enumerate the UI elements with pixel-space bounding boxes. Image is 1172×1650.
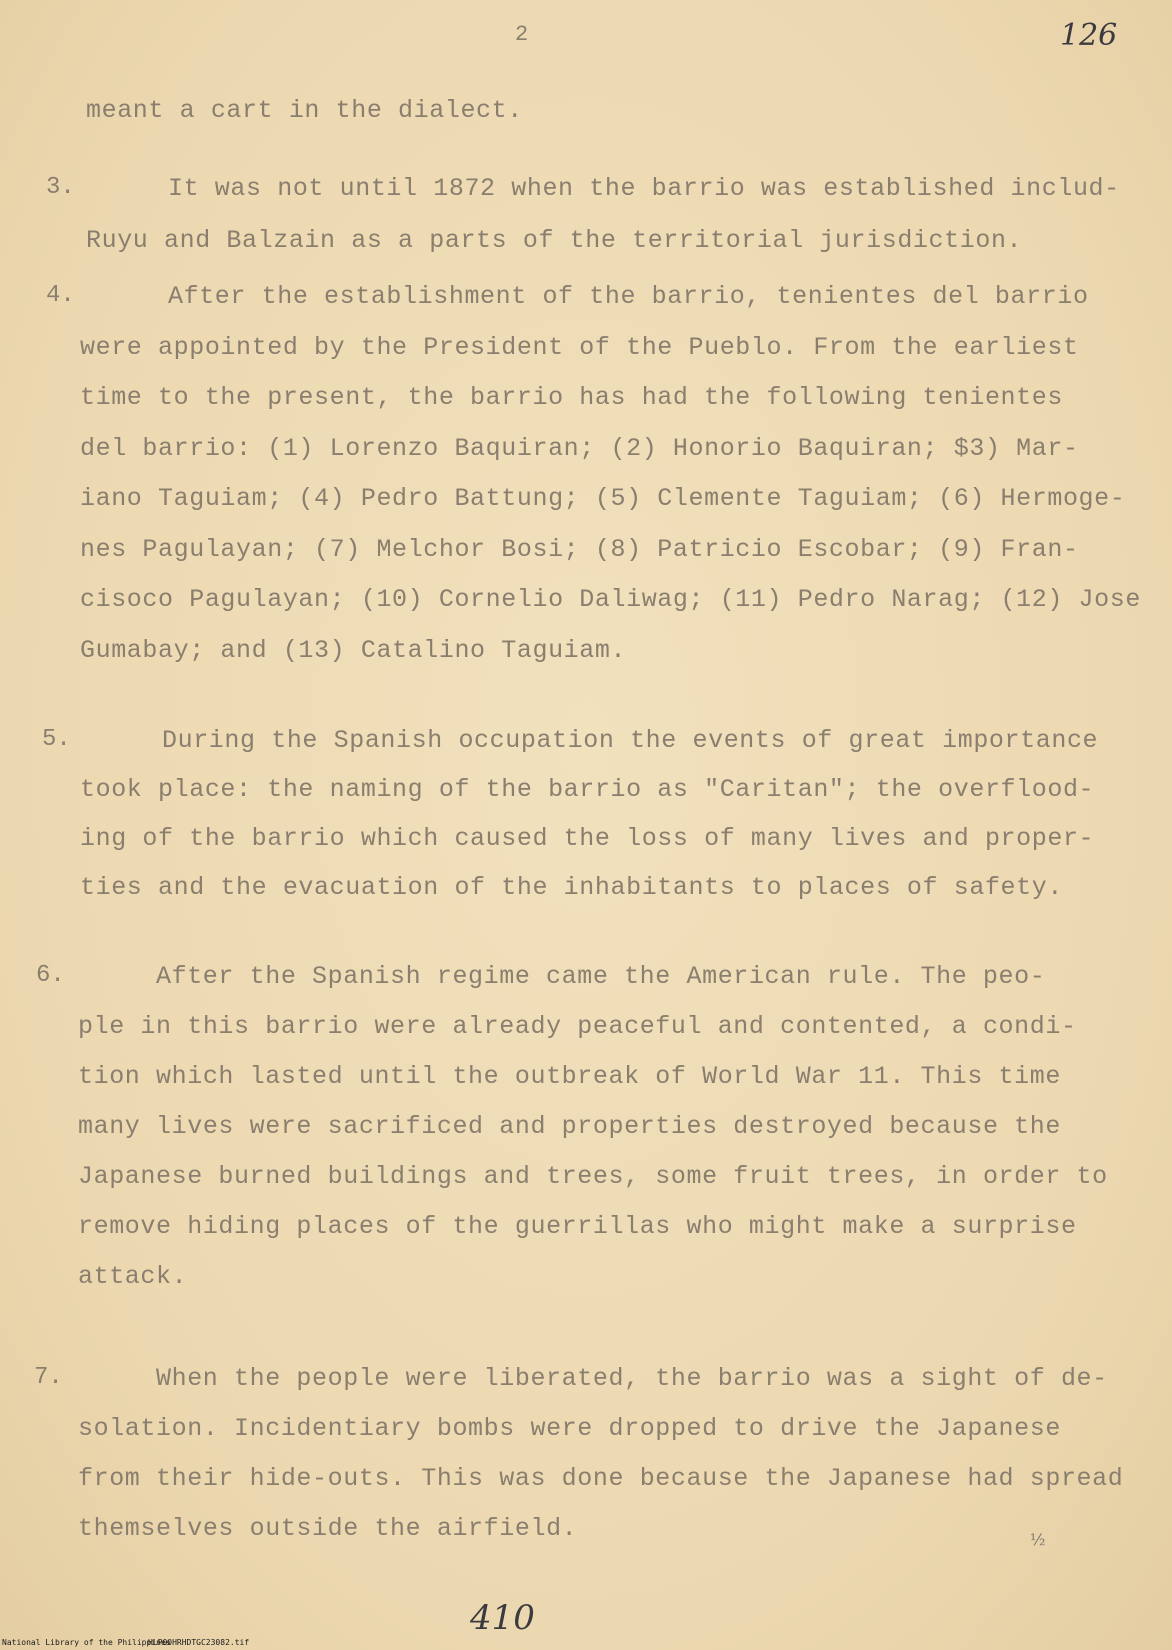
text-line: del barrio: (1) Lorenzo Baquiran; (2) Honorio Baquiran; $3) Mar- [80,433,1079,463]
text-line: ing of the barrio which caused the loss of many lives and proper- [80,824,1095,853]
text-line: Ruyu and Balzain as a parts of the territorial jurisdiction. [86,226,1023,255]
text-line: many lives were sacrificed and properties destroyed because the [78,1112,1061,1141]
text-line: from their hide-outs. This was done because the Japanese had spread [78,1464,1124,1493]
paragraph-number: 5. [42,726,71,753]
text-line: meant a cart in the dialect. [86,96,523,125]
margin-mark: ½ [1030,1530,1046,1549]
paragraph-number: 3. [46,174,75,201]
text-line: Gumabay; and (13) Catalino Taguiam. [80,635,627,665]
archive-footer [0,1636,1172,1650]
text-line: time to the present, the barrio has had the following tenientes [80,383,1063,412]
text-line: took place: the naming of the barrio as "Caritan"; the overflood- [80,775,1095,804]
text-line: solation. Incidentiary bombs were dropped to drive the Japanese [78,1414,1061,1443]
text-line: When the people were liberated, the barrio was a sight of de- [156,1364,1108,1393]
handwritten-folio: 126 [1060,18,1118,53]
text-line: were appointed by the President of the Pueblo. From the earliest [80,332,1079,362]
text-line: ties and the evacuation of the inhabitants to places of safety. [80,873,1063,902]
paragraph-number: 7. [34,1364,63,1391]
text-line: iano Taguiam; (4) Pedro Battung; (5) Clemente Taguiam; (6) Hermoge- [80,484,1126,513]
text-line: cisoco Pagulayan; (10) Cornelio Daliwag; (11) Pedro Narag; (12) Jose [80,585,1141,614]
paragraph-number: 6. [36,962,65,989]
page-number: 2 [515,22,529,47]
handwritten-page-number: 410 [470,1598,535,1638]
text-line: After the establishment of the barrio, tenientes del barrio [168,282,1089,311]
text-line: ple in this barrio were already peaceful and contented, a condi- [78,1012,1077,1041]
text-line: remove hiding places of the guerrillas who might make a surprise [78,1212,1077,1241]
text-line: Japanese burned buildings and trees, some fruit trees, in order to [78,1162,1108,1191]
text-line: nes Pagulayan; (7) Melchor Bosi; (8) Patricio Escobar; (9) Fran- [80,534,1079,564]
footer-filename: HLP00HRHDTGC23082.tif [148,1638,250,1647]
text-line: After the Spanish regime came the American rule. The peo- [156,962,1046,991]
text-line: themselves outside the airfield. [78,1514,578,1543]
text-line: It was not until 1872 when the barrio was established includ- [168,174,1120,203]
footer-library: National Library of the Philippines [2,1638,171,1647]
text-line: attack. [78,1262,188,1291]
text-line: tion which lasted until the outbreak of World War 11. This time [78,1062,1061,1091]
text-line: During the Spanish occupation the events of great importance [162,726,1099,755]
paragraph-number: 4. [46,282,75,309]
